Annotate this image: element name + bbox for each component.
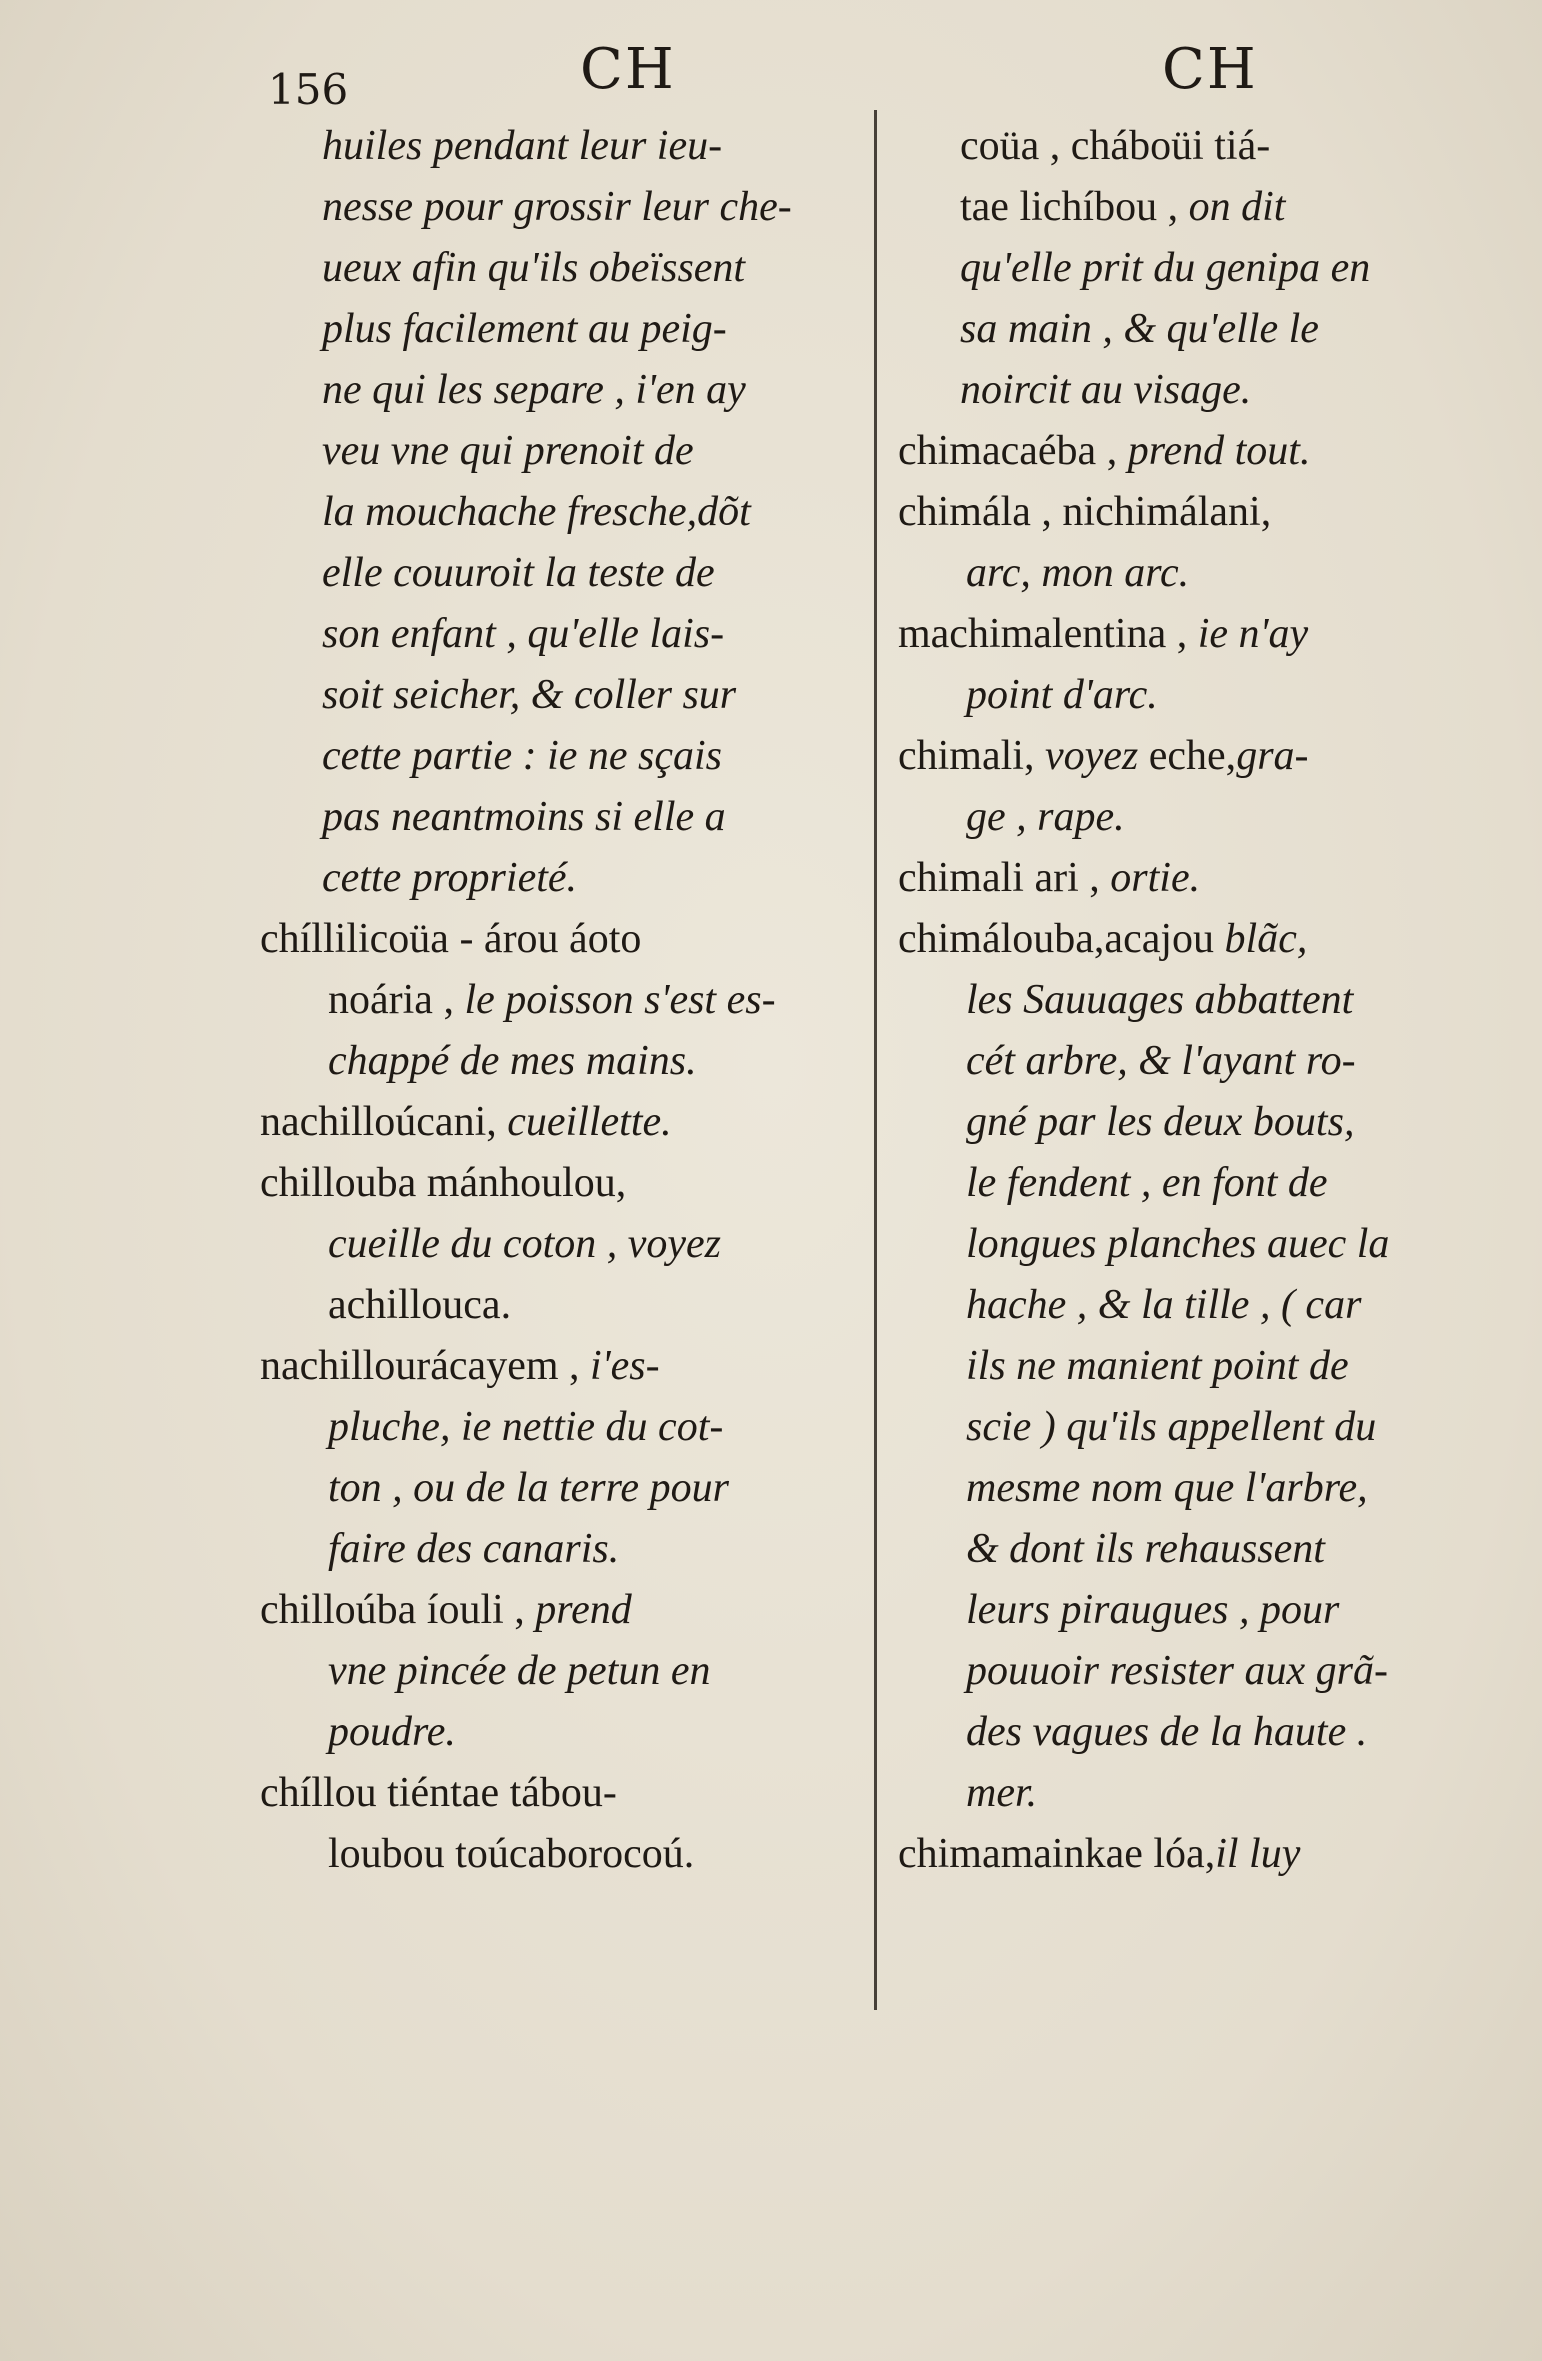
- italic-gloss: la mouchache fresche,dõt: [322, 489, 751, 535]
- text-line: [898, 419, 1518, 480]
- italic-gloss: gné par les deux bouts,: [966, 1099, 1355, 1145]
- italic-gloss: sa main , & qu'elle le: [960, 306, 1319, 352]
- text-line: [898, 1395, 1518, 1456]
- italic-gloss: chappé de mes mains.: [328, 1038, 697, 1084]
- italic-gloss: qu'elle prit du genipa en: [960, 245, 1371, 291]
- italic-gloss: voyez: [1044, 733, 1149, 779]
- text-line: [898, 236, 1518, 297]
- text-line: [260, 1578, 860, 1639]
- italic-gloss: nesse pour grossir leur che-: [322, 184, 792, 230]
- text-line: [260, 480, 860, 541]
- italic-gloss: i'es-: [590, 1343, 660, 1389]
- headword-text: nachilloúcani,: [260, 1099, 508, 1145]
- italic-gloss: leurs piraugues , pour: [966, 1587, 1340, 1633]
- text-line: [260, 968, 860, 1029]
- headword-text: chimacaéba ,: [898, 428, 1128, 474]
- text-line: [260, 1822, 860, 1883]
- text-line: [260, 663, 860, 724]
- italic-gloss: veu vne qui prenoit de: [322, 428, 694, 474]
- italic-gloss: pluche, ie nettie du cot-: [328, 1404, 724, 1450]
- text-line: [260, 1700, 860, 1761]
- text-line: [898, 1029, 1518, 1090]
- italic-gloss: noircit au visage.: [960, 367, 1252, 413]
- text-line: [260, 1456, 860, 1517]
- headword-text: achillouca.: [328, 1282, 512, 1328]
- text-line: [260, 114, 860, 175]
- italic-gloss: blãc,: [1224, 916, 1308, 962]
- italic-gloss: scie ) qu'ils appellent du: [966, 1404, 1377, 1450]
- italic-gloss: huiles pendant leur ieu-: [322, 123, 723, 169]
- headword-text: chimálouba,acajou: [898, 916, 1225, 962]
- text-line: [898, 358, 1518, 419]
- text-line: [260, 1273, 860, 1334]
- italic-gloss: elle couuroit la teste de: [322, 550, 715, 596]
- text-line: [898, 541, 1518, 602]
- italic-gloss: ge , rape.: [966, 794, 1125, 840]
- headword-text: loubou toúcaborocoú.: [328, 1831, 695, 1877]
- text-line: [260, 1639, 860, 1700]
- headword-text: machimalentina ,: [898, 611, 1198, 657]
- text-line: [898, 968, 1518, 1029]
- text-line: [898, 1578, 1518, 1639]
- text-line: [898, 1700, 1518, 1761]
- text-line: [260, 907, 860, 968]
- headword-text: chíllou tiéntae tábou-: [260, 1770, 617, 1816]
- text-line: [260, 358, 860, 419]
- italic-gloss: poudre.: [328, 1709, 456, 1755]
- italic-gloss: soit seicher, & coller sur: [322, 672, 737, 718]
- text-line: [260, 602, 860, 663]
- italic-gloss: les Sauuages abbattent: [966, 977, 1354, 1023]
- column-rule: [874, 110, 877, 2010]
- italic-gloss: cét arbre, & l'ayant ro-: [966, 1038, 1356, 1084]
- headword-text: chimali,: [898, 733, 1045, 779]
- text-line: [898, 907, 1518, 968]
- text-line: [898, 663, 1518, 724]
- headword-text: chillouba mánhoulou,: [260, 1160, 627, 1206]
- italic-gloss: faire des canaris.: [328, 1526, 620, 1572]
- text-line: [260, 541, 860, 602]
- text-line: [260, 1151, 860, 1212]
- headword-text: tae lichíbou ,: [960, 184, 1189, 230]
- italic-gloss: ortie.: [1110, 855, 1201, 901]
- italic-gloss: le poisson s'est es-: [464, 977, 776, 1023]
- headword-text: chimali ari ,: [898, 855, 1111, 901]
- text-line: [260, 1517, 860, 1578]
- text-line: [260, 1334, 860, 1395]
- italic-gloss: ne qui les separe , i'en ay: [322, 367, 746, 413]
- page-number: 156: [268, 65, 349, 114]
- text-line: [898, 1761, 1518, 1822]
- italic-gloss: le fendent , en font de: [966, 1160, 1328, 1206]
- text-line: [898, 846, 1518, 907]
- italic-gloss: pas neantmoins si elle a: [322, 794, 726, 840]
- text-line: [898, 1517, 1518, 1578]
- text-line: [260, 724, 860, 785]
- italic-gloss: point d'arc.: [966, 672, 1158, 718]
- text-line: [260, 236, 860, 297]
- text-line: [898, 297, 1518, 358]
- text-line: [898, 602, 1518, 663]
- italic-gloss: on dit: [1188, 184, 1286, 230]
- italic-gloss: hache , & la tille , ( car: [966, 1282, 1362, 1328]
- headword-text: nachillourácayem ,: [260, 1343, 591, 1389]
- italic-gloss: ton , ou de la terre pour: [328, 1465, 729, 1511]
- text-line: [898, 785, 1518, 846]
- text-line: [260, 785, 860, 846]
- headword-text: noária ,: [328, 977, 465, 1023]
- text-line: [898, 1639, 1518, 1700]
- italic-gloss: plus facilement au peig-: [322, 306, 727, 352]
- text-line: [898, 480, 1518, 541]
- running-head-right: CH: [1162, 37, 1258, 102]
- italic-gloss: pouuoir resister aux grã-: [966, 1648, 1388, 1694]
- italic-gloss: longues planches auec la: [966, 1221, 1390, 1267]
- text-line: [260, 297, 860, 358]
- headword-text: chíllilicoüa - árou áoto: [260, 916, 642, 962]
- text-line: [260, 846, 860, 907]
- headword-text: eche,: [1148, 733, 1237, 779]
- italic-gloss: mesme nom que l'arbre,: [966, 1465, 1368, 1511]
- italic-gloss: & dont ils rehaussent: [966, 1526, 1325, 1572]
- text-line: [260, 419, 860, 480]
- left-column: [260, 114, 860, 1883]
- italic-gloss: son enfant , qu'elle lais-: [322, 611, 725, 657]
- running-head-left: CH: [580, 37, 676, 102]
- italic-gloss: ueux afin qu'ils obeïssent: [322, 245, 746, 291]
- italic-gloss: gra-: [1236, 733, 1309, 779]
- headword-text: coüa , cháboüi tiá-: [960, 123, 1271, 169]
- headword-text: chimála , nichimálani,: [898, 489, 1272, 535]
- italic-gloss: cette partie : ie ne sçais: [322, 733, 723, 779]
- italic-gloss: cueille du coton , voyez: [328, 1221, 722, 1267]
- text-line: [898, 1822, 1518, 1883]
- text-line: [898, 724, 1518, 785]
- text-line: [898, 114, 1518, 175]
- text-line: [898, 1151, 1518, 1212]
- headword-text: chimamainkae lóa,: [898, 1831, 1216, 1877]
- text-line: [260, 175, 860, 236]
- text-line: [260, 1395, 860, 1456]
- text-line: [898, 1212, 1518, 1273]
- text-line: [898, 1456, 1518, 1517]
- italic-gloss: des vagues de la haute .: [966, 1709, 1368, 1755]
- italic-gloss: il luy: [1215, 1831, 1301, 1877]
- text-line: [898, 175, 1518, 236]
- italic-gloss: vne pincée de petun en: [328, 1648, 711, 1694]
- text-line: [898, 1090, 1518, 1151]
- text-line: [260, 1212, 860, 1273]
- italic-gloss: mer.: [966, 1770, 1038, 1816]
- text-line: [260, 1761, 860, 1822]
- headword-text: chilloúba íouli ,: [260, 1587, 536, 1633]
- right-column: [898, 114, 1518, 1883]
- text-line: [260, 1029, 860, 1090]
- italic-gloss: prend: [535, 1587, 632, 1633]
- text-line: [898, 1273, 1518, 1334]
- italic-gloss: cette proprieté.: [322, 855, 578, 901]
- italic-gloss: cueillette.: [507, 1099, 672, 1145]
- italic-gloss: arc, mon arc.: [966, 550, 1190, 596]
- text-line: [260, 1090, 860, 1151]
- text-line: [898, 1334, 1518, 1395]
- italic-gloss: prend tout.: [1127, 428, 1311, 474]
- italic-gloss: ie n'ay: [1197, 611, 1309, 657]
- italic-gloss: ils ne manient point de: [966, 1343, 1349, 1389]
